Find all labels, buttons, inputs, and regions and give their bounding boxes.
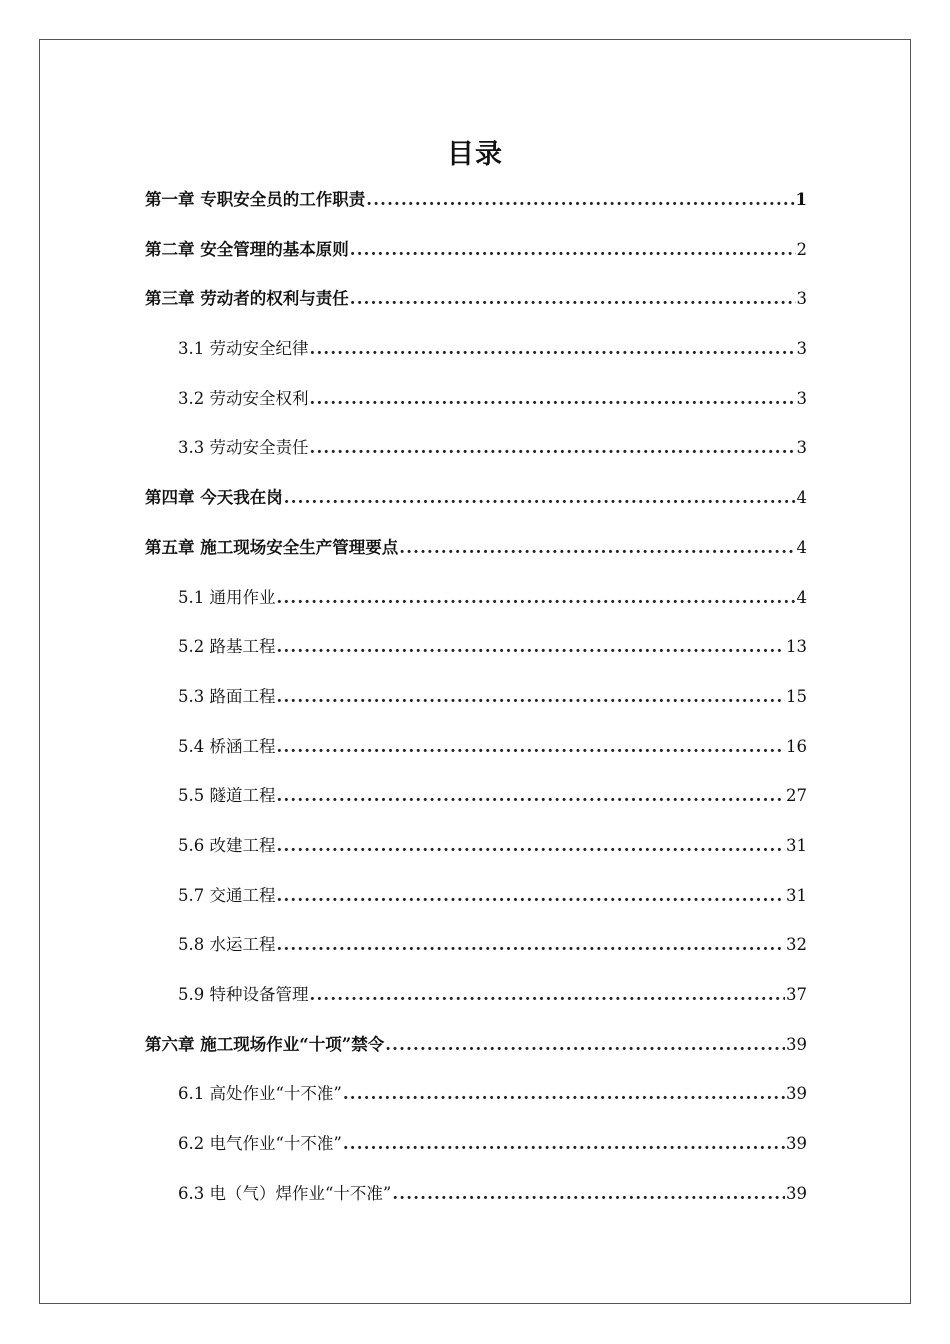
- toc-entry-label: 5.2 路基工程: [178, 637, 276, 657]
- toc-entry-label: 第一章 专职安全员的工作职责: [145, 190, 366, 209]
- toc-entry-page: 3: [796, 289, 807, 309]
- toc-entry-label: 第五章 施工现场安全生产管理要点: [145, 537, 399, 557]
- dot-leader: [385, 1033, 785, 1057]
- toc-entry-section-3-3[interactable]: [145, 436, 807, 486]
- dot-leader: [366, 188, 794, 212]
- toc-entry-page: 39: [786, 1034, 807, 1054]
- dot-leader: [310, 983, 786, 1007]
- toc-entry-label: 5.9 特种设备管理: [178, 985, 309, 1004]
- toc-entry-section-5-1[interactable]: [145, 586, 807, 636]
- toc-entry-section-5-2[interactable]: [145, 635, 807, 685]
- toc-title: 目录: [447, 139, 503, 170]
- toc-entry-label: 6.2 电气作业“十不准”: [178, 1134, 342, 1154]
- toc-entry-page: 27: [786, 786, 807, 806]
- toc-entry-page: 3: [796, 438, 807, 458]
- dot-leader: [350, 238, 796, 262]
- dot-leader: [310, 337, 796, 361]
- toc-entry-page: 3: [796, 388, 807, 408]
- toc-entry-section-3-1[interactable]: [145, 337, 807, 387]
- toc-entry-page: 2: [796, 239, 807, 259]
- dot-leader: [277, 685, 786, 709]
- toc-entry-label: 第六章 施工现场作业“十项”禁令: [145, 1034, 385, 1054]
- toc-entry-page: 16: [786, 736, 807, 756]
- toc-entry-page: 13: [786, 637, 807, 657]
- toc-entry-section-6-1[interactable]: [145, 1082, 807, 1132]
- toc-entry-chapter-5[interactable]: [145, 536, 807, 586]
- dot-leader: [399, 536, 795, 560]
- toc-entry-label: 第三章 劳动者的权利与责任: [145, 289, 349, 309]
- dot-leader: [277, 635, 786, 659]
- toc-entry-section-6-3[interactable]: [145, 1182, 807, 1232]
- toc-entry-label: 5.4 桥涵工程: [178, 736, 276, 756]
- toc-entry-section-6-2[interactable]: [145, 1132, 807, 1182]
- dot-leader: [310, 436, 796, 460]
- toc-entry-label: 5.5 隧道工程: [178, 786, 276, 806]
- toc-entry-label: 5.7 交通工程: [178, 885, 276, 905]
- toc-entry-page: 15: [786, 686, 807, 706]
- dot-leader: [284, 486, 796, 510]
- toc-entry-label: 6.3 电（气）焊作业“十不准”: [178, 1183, 392, 1203]
- toc-entry-label: 6.1 高处作业“十不准”: [178, 1084, 342, 1104]
- toc-entry-page: 31: [786, 885, 807, 905]
- dot-leader: [350, 287, 796, 311]
- toc-entry-page: 3: [796, 339, 807, 359]
- toc-entry-section-5-4[interactable]: [145, 735, 807, 785]
- toc-entry-label: 3.3 劳动安全责任: [178, 438, 309, 458]
- toc-entry-page: 31: [786, 835, 807, 855]
- toc-entry-chapter-1[interactable]: [145, 188, 807, 238]
- toc-entry-label: 5.3 路面工程: [178, 686, 276, 706]
- toc-entry-section-3-2[interactable]: [145, 387, 807, 437]
- dot-leader: [343, 1082, 785, 1106]
- toc-entry-page: 1: [795, 190, 807, 209]
- dot-leader: [277, 884, 786, 908]
- toc-entry-page: 39: [786, 1134, 807, 1154]
- dot-leader: [310, 387, 796, 411]
- toc-entry-page: 37: [786, 985, 807, 1004]
- toc-entry-label: 第二章 安全管理的基本原则: [145, 239, 349, 259]
- toc-entry-chapter-3[interactable]: [145, 287, 807, 337]
- dot-leader: [277, 586, 796, 610]
- dot-leader: [277, 735, 786, 759]
- toc-entry-label: 5.8 水运工程: [178, 935, 276, 955]
- toc-entry-section-5-7[interactable]: [145, 884, 807, 934]
- toc-entry-label: 第四章 今天我在岗: [145, 488, 283, 508]
- toc-entry-page: 4: [796, 587, 807, 607]
- toc-entry-chapter-2[interactable]: [145, 238, 807, 288]
- dot-leader: [392, 1182, 785, 1206]
- toc-entry-page: 39: [786, 1183, 807, 1203]
- toc-entry-label: 5.6 改建工程: [178, 835, 276, 855]
- toc-entry-page: 4: [796, 488, 807, 508]
- toc-entry-page: 4: [796, 537, 807, 557]
- toc-entry-label: 3.1 劳动安全纪律: [178, 339, 309, 359]
- dot-leader: [277, 784, 786, 808]
- toc-entry-section-5-9[interactable]: [145, 983, 807, 1033]
- table-of-contents: [145, 188, 807, 1231]
- dot-leader: [277, 834, 786, 858]
- toc-entry-chapter-6[interactable]: [145, 1033, 807, 1083]
- toc-entry-section-5-5[interactable]: [145, 784, 807, 834]
- toc-entry-page: 32: [786, 935, 807, 955]
- dot-leader: [277, 933, 786, 957]
- toc-entry-chapter-4[interactable]: [145, 486, 807, 536]
- toc-entry-section-5-3[interactable]: [145, 685, 807, 735]
- toc-entry-page: 39: [786, 1084, 807, 1104]
- toc-entry-label: 5.1 通用作业: [178, 587, 276, 607]
- toc-entry-label: 3.2 劳动安全权利: [178, 388, 309, 408]
- toc-entry-section-5-8[interactable]: [145, 933, 807, 983]
- dot-leader: [343, 1132, 785, 1156]
- toc-entry-section-5-6[interactable]: [145, 834, 807, 884]
